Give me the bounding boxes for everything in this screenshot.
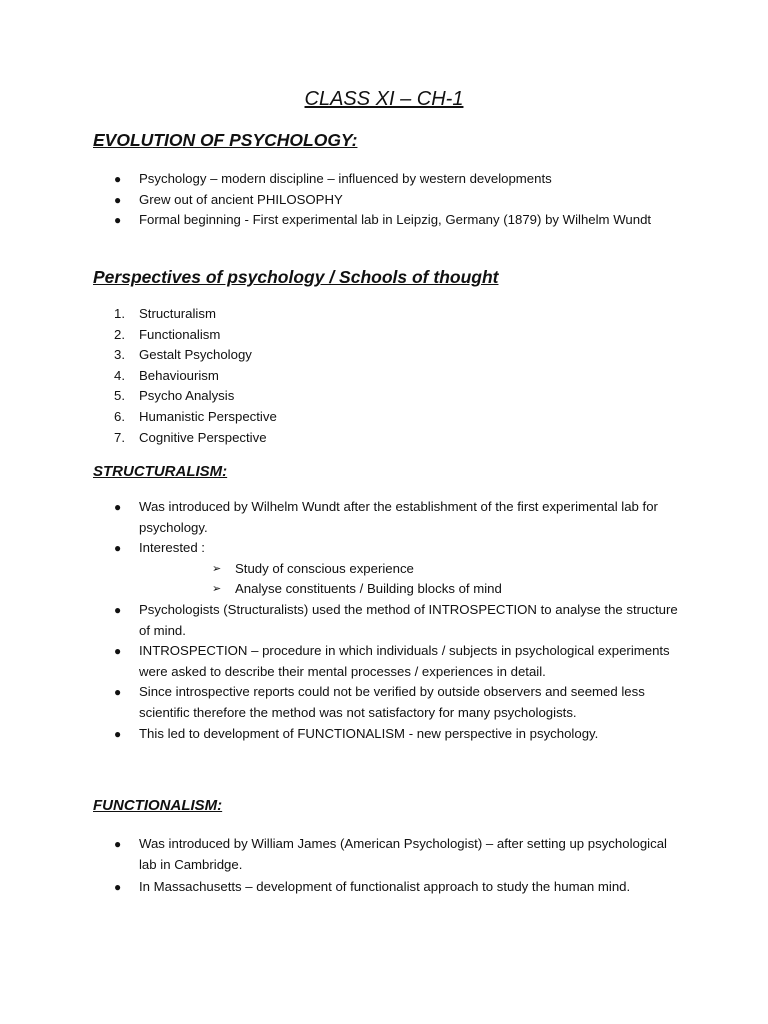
evolution-list (0, 169, 768, 231)
list-item: 3. Gestalt Psychology (114, 347, 252, 363)
list-item: 1. Structuralism (114, 306, 216, 321)
list-item: 4. Behaviourism (114, 367, 219, 383)
list-item: 2. Functionalism (114, 326, 221, 342)
bullet-icon: ● (114, 602, 122, 617)
arrow-bullet-icon: ➢ (212, 562, 222, 575)
bullet-icon: ● (114, 880, 122, 895)
list-item: ● INTROSPECTION – procedure in which individuals / subjects in psychological experiments were asked to describe their mental processes / experiences in detail. (114, 643, 670, 679)
list-item: 5. Psycho Analysis (114, 388, 235, 404)
list-item: ● Since introspective reports could not be verified by outside observers and seemed less scientific therefore the method was not satisfactory for many psychologists. (114, 684, 645, 720)
list-item: ● Grew out of ancient PHILOSOPHY (0, 190, 768, 211)
list-item: ● Formal beginning - First experimental lab in Leipzig, Germany (1879) by Wilhelm Wundt (0, 210, 768, 231)
page-title: CLASS XI – CH-1 (304, 88, 464, 110)
bullet-icon: ● (114, 685, 122, 700)
arrow-bullet-icon: ➢ (212, 583, 222, 596)
bullet-icon: ● (114, 213, 122, 228)
structuralism-heading: STRUCTURALISM: (93, 463, 228, 480)
sub-list-item: ➢ Study of conscious experience (0, 559, 768, 580)
bullet-icon: ● (114, 172, 122, 186)
functionalism-list (0, 834, 768, 898)
perspectives-list (0, 304, 768, 448)
perspectives-heading: Perspectives of psychology / Schools of thought (93, 267, 499, 287)
bullet-icon: ● (114, 192, 122, 207)
functionalism-heading: FUNCTIONALISM: (93, 797, 223, 814)
evolution-heading: EVOLUTION OF PSYCHOLOGY: (93, 130, 358, 150)
bullet-icon: ● (114, 541, 122, 556)
list-item: ● Was introduced by William James (American Psychologist) – after setting up psychological lab in Cambridge. (114, 836, 667, 872)
bullet-icon: ● (114, 726, 122, 741)
sub-list-item: ➢ Analyse constituents / Building blocks of mind (0, 579, 768, 600)
bullet-icon: ● (114, 837, 122, 851)
structuralism-list (0, 497, 768, 744)
list-item: ● Psychology – modern discipline – influenced by western developments (0, 169, 768, 190)
bullet-icon: ● (114, 500, 122, 514)
bullet-icon: ● (114, 644, 122, 659)
list-item: ● Interested : (0, 538, 768, 559)
list-item: ● This led to development of FUNCTIONALISM - new perspective in psychology. (0, 724, 768, 745)
list-item: ● Was introduced by Wilhelm Wundt after the establishment of the first experimental lab for psychology. (114, 499, 658, 535)
list-item: 7. Cognitive Perspective (114, 429, 267, 445)
list-item: ● Psychologists (Structuralists) used the method of INTROSPECTION to analyse the structure of mind. (114, 601, 678, 638)
list-item: ● In Massachusetts – development of functionalist approach to study the human mind. (0, 877, 768, 898)
list-item: 6. Humanistic Perspective (114, 408, 277, 424)
